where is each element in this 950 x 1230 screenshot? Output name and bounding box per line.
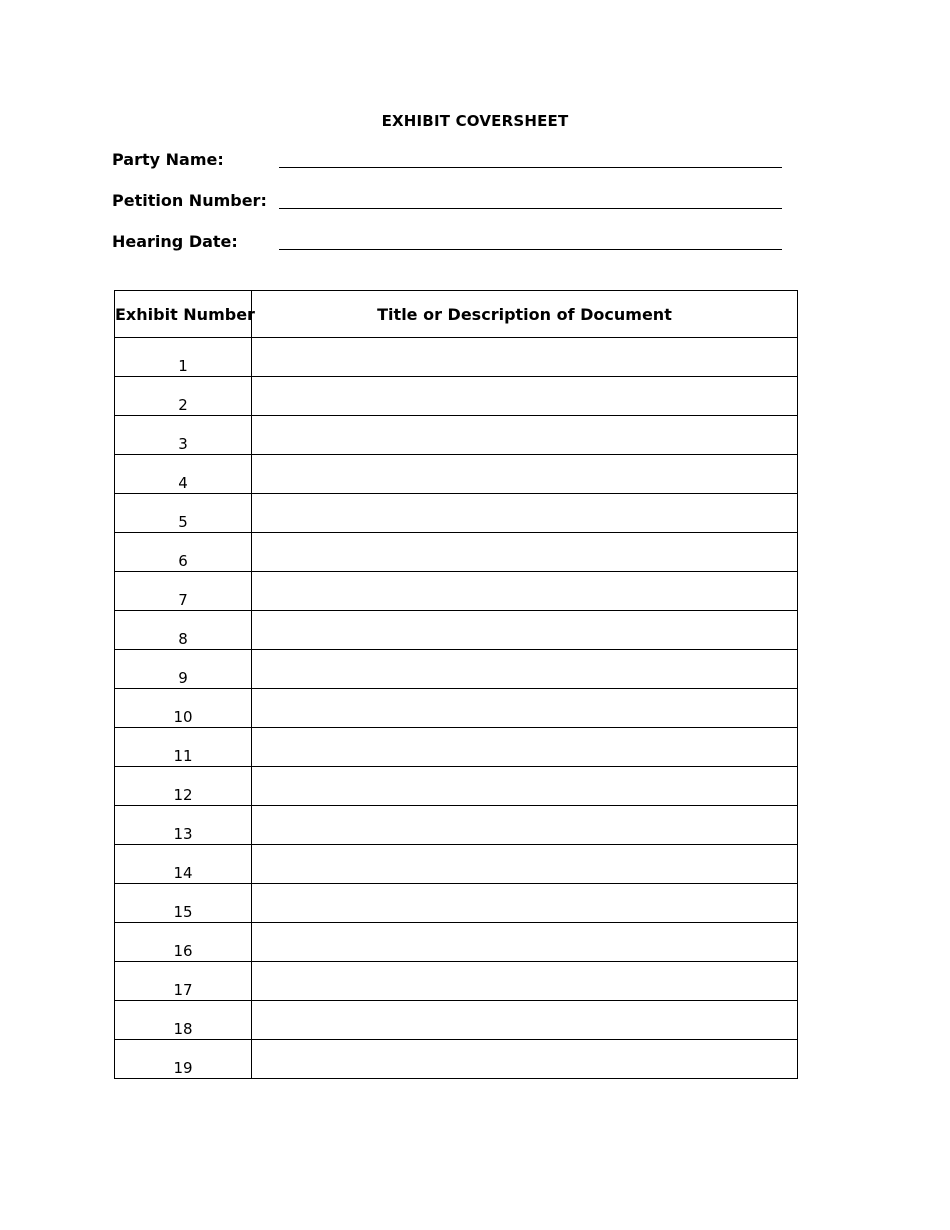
- table-row: [115, 416, 798, 455]
- table-header-row: [115, 291, 798, 338]
- exhibit-number-value: 17: [173, 981, 193, 999]
- hearing-date-field: [112, 232, 782, 254]
- description-cell[interactable]: [252, 1040, 798, 1079]
- table-row: [115, 494, 798, 533]
- table-row: [115, 728, 798, 767]
- description-cell[interactable]: [252, 728, 798, 767]
- page-title: EXHIBIT COVERSHEET: [381, 112, 569, 130]
- petition-number-line[interactable]: [279, 208, 782, 209]
- description-cell[interactable]: [252, 533, 798, 572]
- party-name-field: [112, 150, 782, 172]
- description-cell[interactable]: [252, 806, 798, 845]
- petition-number-field: [112, 191, 782, 213]
- exhibit-number-value: 11: [173, 747, 193, 765]
- exhibit-number-cell: [115, 611, 252, 650]
- exhibit-number-value: 16: [173, 942, 193, 960]
- exhibit-number-value: 10: [173, 708, 193, 726]
- table-row: [115, 806, 798, 845]
- exhibit-number-value: 9: [178, 669, 188, 687]
- party-name-label: Party Name:: [112, 150, 224, 169]
- exhibit-number-value: 6: [178, 552, 188, 570]
- exhibit-number-cell: [115, 806, 252, 845]
- description-cell[interactable]: [252, 923, 798, 962]
- exhibit-number-value: 2: [178, 396, 188, 414]
- description-cell[interactable]: [252, 611, 798, 650]
- exhibit-number-value: 3: [178, 435, 188, 453]
- exhibit-number-cell: [115, 767, 252, 806]
- description-cell[interactable]: [252, 845, 798, 884]
- exhibit-number-cell: [115, 1040, 252, 1079]
- description-cell[interactable]: [252, 767, 798, 806]
- exhibit-number-cell: [115, 962, 252, 1001]
- table-row: [115, 572, 798, 611]
- description-cell[interactable]: [252, 884, 798, 923]
- exhibit-number-header: Exhibit Number: [115, 291, 252, 338]
- table-row: [115, 884, 798, 923]
- exhibit-number-cell: [115, 728, 252, 767]
- table-row: [115, 455, 798, 494]
- table-row: [115, 689, 798, 728]
- exhibit-number-value: 19: [173, 1059, 193, 1077]
- hearing-date-line[interactable]: [279, 249, 782, 250]
- exhibit-number-value: 7: [178, 591, 188, 609]
- table-row: [115, 650, 798, 689]
- table-row: [115, 845, 798, 884]
- description-cell[interactable]: [252, 1001, 798, 1040]
- exhibit-number-cell: [115, 572, 252, 611]
- exhibit-number-value: 15: [173, 903, 193, 921]
- description-cell[interactable]: [252, 416, 798, 455]
- description-cell[interactable]: [252, 572, 798, 611]
- table-row: [115, 923, 798, 962]
- description-cell[interactable]: [252, 377, 798, 416]
- exhibit-number-value: 8: [178, 630, 188, 648]
- description-cell[interactable]: [252, 689, 798, 728]
- hearing-date-label: Hearing Date:: [112, 232, 238, 251]
- exhibit-table: [114, 290, 798, 1079]
- description-cell[interactable]: [252, 455, 798, 494]
- exhibit-number-value: 18: [173, 1020, 193, 1038]
- petition-number-label: Petition Number:: [112, 191, 267, 210]
- exhibit-number-cell: [115, 923, 252, 962]
- table-row: [115, 377, 798, 416]
- table-row: [115, 338, 798, 377]
- exhibit-number-value: 14: [173, 864, 193, 882]
- exhibit-number-cell: [115, 1001, 252, 1040]
- exhibit-number-cell: [115, 338, 252, 377]
- description-header: Title or Description of Document: [252, 291, 798, 338]
- table-row: [115, 767, 798, 806]
- exhibit-number-cell: [115, 533, 252, 572]
- exhibit-number-cell: [115, 689, 252, 728]
- exhibit-number-value: 1: [178, 357, 188, 375]
- description-cell[interactable]: [252, 650, 798, 689]
- table-row: [115, 1001, 798, 1040]
- exhibit-number-cell: [115, 884, 252, 923]
- exhibit-number-cell: [115, 455, 252, 494]
- exhibit-number-value: 13: [173, 825, 193, 843]
- table-row: [115, 533, 798, 572]
- table-row: [115, 1040, 798, 1079]
- exhibit-number-cell: [115, 494, 252, 533]
- description-cell[interactable]: [252, 338, 798, 377]
- description-cell[interactable]: [252, 962, 798, 1001]
- exhibit-number-cell: [115, 845, 252, 884]
- description-cell[interactable]: [252, 494, 798, 533]
- exhibit-number-value: 4: [178, 474, 188, 492]
- exhibit-number-value: 12: [173, 786, 193, 804]
- table-row: [115, 611, 798, 650]
- exhibit-number-cell: [115, 650, 252, 689]
- table-row: [115, 962, 798, 1001]
- exhibit-number-value: 5: [178, 513, 188, 531]
- party-name-line[interactable]: [279, 167, 782, 168]
- exhibit-number-cell: [115, 377, 252, 416]
- exhibit-number-cell: [115, 416, 252, 455]
